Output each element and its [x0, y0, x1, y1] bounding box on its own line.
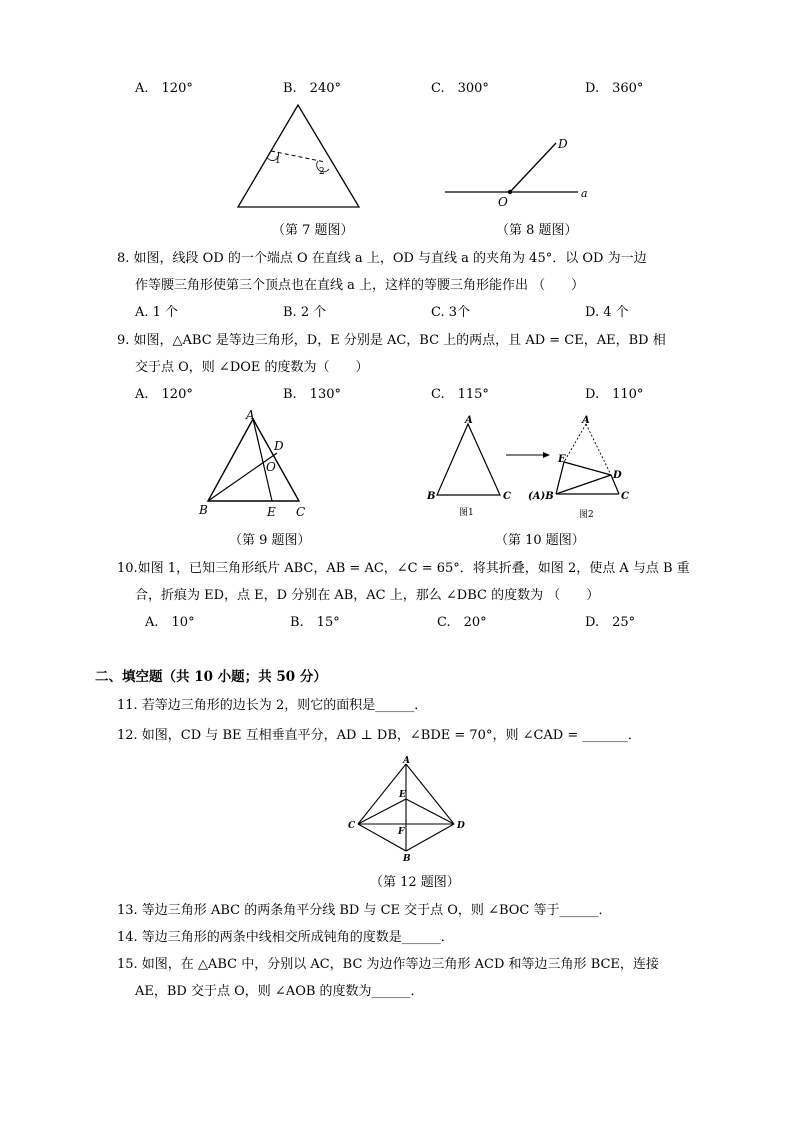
fig10-fig2-label-e: E — [558, 454, 566, 465]
fig12-label-a: A — [403, 756, 410, 766]
fig10-fig2-fold-ed — [564, 462, 611, 475]
fig9-label-e: E — [267, 505, 276, 519]
fig10-fig2-label-ab: (A)B — [528, 491, 554, 502]
q14-text: 14. 等边三角形的两条中线相交所成钝角的度数是______． — [117, 930, 454, 945]
figure-7 — [230, 100, 370, 215]
section-2-title: 二、填空题（共 10 小题；共 50 分） — [95, 669, 327, 685]
fig10-fig1-label-b: B — [427, 491, 436, 502]
fig10-fig1-triangle — [437, 424, 500, 495]
fig12-seg-ed — [406, 799, 454, 824]
q10-option-b: B. 15° — [290, 615, 340, 630]
fig10-fig2-side-bd — [556, 475, 611, 494]
q15-line2: AE，BD 交于点 O，则 ∠AOB 的度数为______． — [135, 984, 424, 999]
figure-12-caption: （第 12 题图） — [370, 875, 460, 890]
fig12-seg-bd — [406, 824, 454, 851]
q10-option-d: D. 25° — [585, 615, 636, 630]
fig10-arrow-head — [543, 452, 550, 458]
figure-8 — [440, 130, 600, 210]
q9-option-c: C. 115° — [431, 387, 489, 402]
fig7-label-1: 1 — [275, 156, 281, 166]
q9-option-b: B. 130° — [283, 387, 341, 402]
q10-option-a: A. 10° — [145, 615, 195, 630]
fig10-fig2-label-c: C — [621, 491, 629, 502]
q9-option-d: D. 110° — [585, 387, 644, 402]
q8-option-a: A. 1 个 — [135, 305, 179, 320]
fig12-seg-ad — [406, 764, 454, 824]
q9-line1: 9. 如图，△ABC 是等边三角形，D，E 分别是 AC，BC 上的两点，且 AD = CE，AE，BD 相 — [117, 333, 666, 348]
q8-line1: 8. 如图，线段 OD 的一个端点 O 在直线 a 上，OD 与直线 a 的夹角为 45°．以 OD 为一边 — [117, 251, 647, 266]
fig8-label-o: O — [498, 195, 508, 209]
fig8-segment-od — [510, 143, 556, 192]
fig9-label-c: C — [296, 505, 306, 519]
fig12-label-f: F — [398, 827, 405, 837]
q11-text: 11. 若等边三角形的边长为 2，则它的面积是______． — [117, 698, 428, 713]
fig8-label-a: a — [581, 187, 588, 200]
figure-8-caption: （第 8 题图） — [496, 223, 578, 238]
figure-7-caption: （第 7 题图） — [272, 223, 354, 238]
q8-option-d: D. 4 个 — [585, 305, 629, 320]
fig10-fig2-side-ab — [556, 462, 564, 494]
fig12-label-b: B — [403, 854, 411, 864]
fig9-label-d: D — [274, 439, 284, 453]
q10-option-c: C. 20° — [437, 615, 487, 630]
fig12-label-c: C — [348, 821, 356, 831]
q10-line2: 合，折痕为 ED，点 E，D 分别在 AB，AC 上，那么 ∠DBC 的度数为 （ ） — [135, 588, 600, 603]
figure-10 — [420, 410, 650, 525]
q13-text: 13. 等边三角形 ABC 的两条角平分线 BD 与 CE 交于点 O，则 ∠BOC 等于______． — [117, 903, 612, 918]
fig10-fig2-label-a: A — [582, 415, 590, 426]
fig10-fig1-label-a: A — [465, 415, 473, 426]
fig9-label-o: O — [266, 460, 276, 474]
fig9-triangle — [208, 419, 299, 501]
figure-10-caption: （第 10 题图） — [495, 533, 585, 548]
fig10-fig2-dotted-ae — [564, 424, 586, 462]
fig10-fig2-caption: 图2 — [579, 510, 594, 520]
fig12-label-d: D — [457, 821, 465, 831]
q15-line1: 15. 如图，在 △ABC 中，分别以 AC，BC 为边作等边三角形 ACD 和等边三角形 BCE，连接 — [117, 957, 659, 972]
q12-text: 12. 如图，CD 与 BE 互相垂直平分，AD ⊥ DB，∠BDE = 70°，则 ∠CAD = _______． — [117, 728, 641, 743]
q9-option-a: A. 120° — [135, 387, 193, 402]
fig7-triangle — [238, 105, 359, 207]
fig10-fig1-label-c: C — [503, 491, 511, 502]
option-c: C. 300° — [431, 81, 489, 96]
q8-option-b: B. 2 个 — [283, 305, 327, 320]
option-a: A. 120° — [135, 81, 193, 96]
q8-option-c: C. 3个 — [431, 305, 471, 320]
fig8-label-d: D — [558, 137, 568, 151]
fig9-label-a: A — [246, 408, 255, 422]
fig10-fig2-dotted-ad — [586, 424, 611, 475]
option-b: B. 240° — [283, 81, 341, 96]
q10-line1: 10.如图 1，已知三角形纸片 ABC，AB = AC，∠C = 65°．将其折叠，如图 2，使点 A 与点 B 重 — [117, 561, 690, 576]
figure-12 — [340, 752, 470, 867]
fig9-label-b: B — [199, 503, 208, 517]
q8-line2: 作等腰三角形使第三个顶点也在直线 a 上，这样的等腰三角形能作出 （ ） — [135, 278, 585, 293]
fig10-fig1-caption: 图1 — [459, 508, 474, 518]
fig8-point-o — [508, 190, 512, 194]
q9-line2: 交于点 O，则 ∠DOE 的度数为（ ） — [135, 360, 369, 375]
fig12-seg-ce — [358, 799, 406, 824]
figure-9 — [195, 405, 315, 520]
fig12-label-e: E — [399, 790, 406, 800]
option-d: D. 360° — [585, 81, 644, 96]
figure-9-caption: （第 9 题图） — [229, 533, 311, 548]
fig7-label-2: 2 — [319, 167, 325, 177]
fig10-fig2-label-d: D — [613, 470, 622, 481]
